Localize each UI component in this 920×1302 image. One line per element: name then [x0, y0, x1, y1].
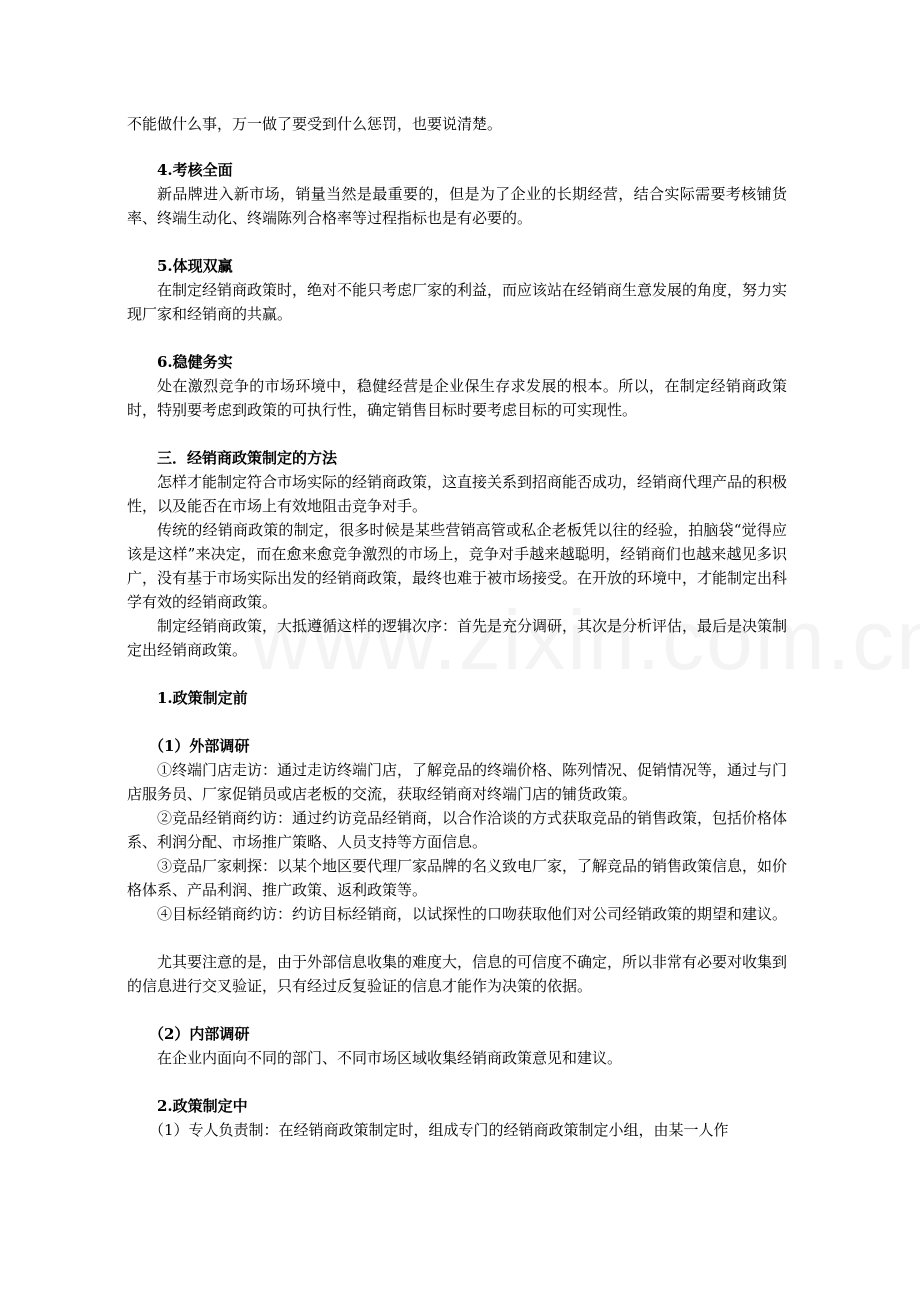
paragraph-methods-1: 怎样才能制定符合市场实际的经销商政策，这直接关系到招商能否成功，经销商代理产品的积极性，以及能否在市场上有效地阻击竞争对手。	[127, 473, 788, 515]
document-body	[127, 112, 787, 1142]
list-item-store-visit: ①终端门店走访：通过走访终端门店，了解竞品的终端价格、陈列情况、促销情况等，通过与门店服务员、厂家促销员或店老板的交流，获取经销商对终端门店的铺货政策。	[127, 761, 788, 803]
section-heading-methods: 三．经销商政策制定的方法	[157, 449, 338, 467]
paragraph-pragmatic: 处在激烈竞争的市场环境中，稳健经营是企业保生存求发展的根本。所以，在制定经销商政策时，特别要考虑到政策的可执行性，确定销售目标时要考虑目标的可实现性。	[127, 377, 787, 419]
paragraph-continued: 不能做什么事，万一做了要受到什么惩罚，也要说清楚。	[127, 115, 503, 133]
paragraph-internal-research: 在企业内面向不同的部门、不同市场区域收集经销商政策意见和建议。	[157, 1049, 623, 1067]
paragraph-methods-3: 制定经销商政策，大抵遵循这样的逻辑次序：首先是充分调研，其次是分析评估，最后是决策制定出经销商政策。	[127, 617, 788, 659]
heading-assessment: 4.考核全面	[157, 161, 233, 179]
heading-win-win: 5.体现双赢	[157, 257, 233, 275]
heading-before-policy: 1.政策制定前	[157, 689, 248, 707]
paragraph-win-win: 在制定经销商政策时，绝对不能只考虑厂家的利益，而应该站在经销商生意发展的角度，努力实现厂家和经销商的共赢。	[127, 281, 788, 323]
list-item-competitor-maker: ③竞品厂家刺探：以某个地区要代理厂家品牌的名义致电厂家，了解竞品的销售政策信息，如价格体系、产品利润、推广政策、返利政策等。	[127, 857, 788, 899]
paragraph-responsibility: （1）专人负责制：在经销商政策制定时，组成专门的经销商政策制定小组，由某一人作	[149, 1121, 729, 1139]
paragraph-methods-2: 传统的经销商政策的制定，很多时候是某些营销高管或私企老板凭以往的经验，拍脑袋“觉得应该是这样”来决定，而在愈来愈竞争激烈的市场上，竞争对手越来越聪明，经销商们也越来越见多识广，没有基于市场实际出发的经销商政策，最终也难于被市场接受。在开放的环境中，才能制定出科学有效的经销商政策。	[127, 521, 788, 611]
heading-pragmatic: 6.稳健务实	[157, 353, 233, 371]
subheading-external-research: （1）外部调研	[149, 737, 250, 755]
paragraph-assessment: 新品牌进入新市场，销量当然是最重要的，但是为了企业的长期经营，结合实际需要考核铺货率、终端生动化、终端陈列合格率等过程指标也是有必要的。	[127, 185, 787, 227]
list-item-competitor-dealer: ②竞品经销商约访：通过约访竞品经销商，以合作洽谈的方式获取竞品的销售政策，包括价格体系、利润分配、市场推广策略、人员支持等方面信息。	[127, 809, 788, 851]
paragraph-verification-note: 尤其要注意的是，由于外部信息收集的难度大，信息的可信度不确定，所以非常有必要对收集到的信息进行交叉验证，只有经过反复验证的信息才能作为决策的依据。	[127, 953, 788, 995]
list-item-target-dealer: ④目标经销商约访：约访目标经销商，以试探性的口吻获取他们对公司经销政策的期望和建议。	[157, 905, 788, 923]
subheading-internal-research: （2）内部调研	[149, 1025, 250, 1043]
heading-during-policy: 2.政策制定中	[157, 1097, 248, 1115]
